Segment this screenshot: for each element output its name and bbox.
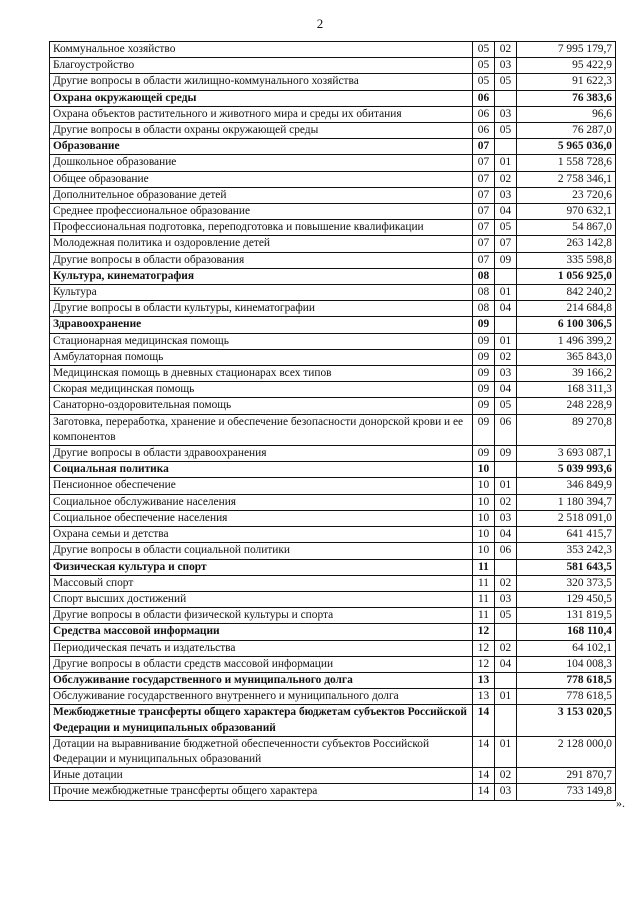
- row-name-cell: Культура: [50, 285, 473, 301]
- row-subsection-code-cell: [495, 139, 517, 155]
- row-name-cell: Другие вопросы в области физической культуры и спорта: [50, 608, 473, 624]
- row-name-cell: Профессиональная подготовка, переподготовка и повышение квалификации: [50, 220, 473, 236]
- row-section-code-cell: 12: [473, 640, 495, 656]
- row-name-cell: Обслуживание государственного внутреннего и муниципального долга: [50, 689, 473, 705]
- row-section-code-cell: 05: [473, 74, 495, 90]
- row-section-code-cell: 10: [473, 543, 495, 559]
- row-section-code-cell: 10: [473, 527, 495, 543]
- subsection-row: [50, 784, 616, 800]
- subsection-row: [50, 575, 616, 591]
- row-section-code-cell: 05: [473, 42, 495, 58]
- row-amount-cell: 3 693 087,1: [517, 446, 616, 462]
- subsection-row: [50, 42, 616, 58]
- row-subsection-code-cell: 02: [495, 768, 517, 784]
- subsection-row: [50, 106, 616, 122]
- row-name-cell: Стационарная медицинская помощь: [50, 333, 473, 349]
- row-amount-cell: 23 720,6: [517, 187, 616, 203]
- subsection-row: [50, 446, 616, 462]
- row-name-cell: Пенсионное обеспечение: [50, 478, 473, 494]
- row-amount-cell: 168 311,3: [517, 382, 616, 398]
- row-section-code-cell: 05: [473, 58, 495, 74]
- row-section-code-cell: 07: [473, 236, 495, 252]
- row-section-code-cell: 14: [473, 768, 495, 784]
- row-subsection-code-cell: 02: [495, 640, 517, 656]
- row-section-code-cell: 07: [473, 139, 495, 155]
- row-name-cell: Охрана объектов растительного и животного мира и среды их обитания: [50, 106, 473, 122]
- row-section-code-cell: 10: [473, 494, 495, 510]
- row-section-code-cell: 12: [473, 624, 495, 640]
- row-amount-cell: 248 228,9: [517, 398, 616, 414]
- row-amount-cell: 1 180 394,7: [517, 494, 616, 510]
- row-subsection-code-cell: 06: [495, 414, 517, 445]
- subsection-row: [50, 608, 616, 624]
- row-subsection-code-cell: 02: [495, 171, 517, 187]
- row-name-cell: Периодическая печать и издательства: [50, 640, 473, 656]
- row-section-code-cell: 08: [473, 285, 495, 301]
- subsection-row: [50, 123, 616, 139]
- subsection-row: [50, 204, 616, 220]
- row-name-cell: Другие вопросы в области средств массовой информации: [50, 656, 473, 672]
- section-row: [50, 672, 616, 688]
- row-subsection-code-cell: 05: [495, 123, 517, 139]
- row-name-cell: Дополнительное образование детей: [50, 187, 473, 203]
- row-amount-cell: 842 240,2: [517, 285, 616, 301]
- row-amount-cell: 1 056 925,0: [517, 268, 616, 284]
- row-subsection-code-cell: [495, 317, 517, 333]
- row-name-cell: Дошкольное образование: [50, 155, 473, 171]
- row-amount-cell: 346 849,9: [517, 478, 616, 494]
- row-amount-cell: 353 242,3: [517, 543, 616, 559]
- row-name-cell: Другие вопросы в области социальной политики: [50, 543, 473, 559]
- row-name-cell: Иные дотации: [50, 768, 473, 784]
- row-name-cell: Другие вопросы в области культуры, кинематографии: [50, 301, 473, 317]
- subsection-row: [50, 236, 616, 252]
- row-section-code-cell: 11: [473, 575, 495, 591]
- row-amount-cell: 733 149,8: [517, 784, 616, 800]
- row-section-code-cell: 13: [473, 672, 495, 688]
- row-amount-cell: 64 102,1: [517, 640, 616, 656]
- row-amount-cell: 320 373,5: [517, 575, 616, 591]
- row-section-code-cell: 12: [473, 656, 495, 672]
- row-amount-cell: 335 598,8: [517, 252, 616, 268]
- row-name-cell: Физическая культура и спорт: [50, 559, 473, 575]
- row-subsection-code-cell: 01: [495, 285, 517, 301]
- row-subsection-code-cell: 03: [495, 784, 517, 800]
- row-amount-cell: 89 270,8: [517, 414, 616, 445]
- row-amount-cell: 970 632,1: [517, 204, 616, 220]
- subsection-row: [50, 543, 616, 559]
- row-amount-cell: 581 643,5: [517, 559, 616, 575]
- row-name-cell: Амбулаторная помощь: [50, 349, 473, 365]
- row-section-code-cell: 09: [473, 446, 495, 462]
- row-name-cell: Социальное обслуживание населения: [50, 494, 473, 510]
- row-name-cell: Медицинская помощь в дневных стационарах всех типов: [50, 366, 473, 382]
- row-name-cell: Образование: [50, 139, 473, 155]
- row-subsection-code-cell: 03: [495, 591, 517, 607]
- row-subsection-code-cell: 04: [495, 204, 517, 220]
- row-amount-cell: 7 995 179,7: [517, 42, 616, 58]
- row-amount-cell: 263 142,8: [517, 236, 616, 252]
- row-name-cell: Другие вопросы в области образования: [50, 252, 473, 268]
- row-amount-cell: 131 819,5: [517, 608, 616, 624]
- subsection-row: [50, 252, 616, 268]
- budget-table-body: [50, 42, 616, 801]
- subsection-row: [50, 349, 616, 365]
- subsection-row: [50, 171, 616, 187]
- row-name-cell: Заготовка, переработка, хранение и обеспечение безопасности донорской крови и ее компонентов: [50, 414, 473, 445]
- row-section-code-cell: 09: [473, 414, 495, 445]
- row-amount-cell: 129 450,5: [517, 591, 616, 607]
- row-section-code-cell: 09: [473, 382, 495, 398]
- row-section-code-cell: 10: [473, 462, 495, 478]
- subsection-row: [50, 414, 616, 445]
- subsection-row: [50, 155, 616, 171]
- subsection-row: [50, 494, 616, 510]
- subsection-row: [50, 510, 616, 526]
- row-subsection-code-cell: [495, 462, 517, 478]
- row-section-code-cell: 07: [473, 155, 495, 171]
- subsection-row: [50, 591, 616, 607]
- row-name-cell: Здравоохранение: [50, 317, 473, 333]
- row-subsection-code-cell: 04: [495, 301, 517, 317]
- row-section-code-cell: 09: [473, 398, 495, 414]
- row-amount-cell: 778 618,5: [517, 689, 616, 705]
- subsection-row: [50, 689, 616, 705]
- row-section-code-cell: 10: [473, 478, 495, 494]
- row-section-code-cell: 07: [473, 187, 495, 203]
- row-subsection-code-cell: 03: [495, 366, 517, 382]
- row-amount-cell: 1 558 728,6: [517, 155, 616, 171]
- row-subsection-code-cell: [495, 624, 517, 640]
- row-amount-cell: 6 100 306,5: [517, 317, 616, 333]
- row-subsection-code-cell: 01: [495, 155, 517, 171]
- row-amount-cell: 778 618,5: [517, 672, 616, 688]
- row-amount-cell: 91 622,3: [517, 74, 616, 90]
- row-name-cell: Межбюджетные трансферты общего характера бюджетам субъектов Российской Федерации и муниципальных образований: [50, 705, 473, 736]
- row-amount-cell: 76 383,6: [517, 90, 616, 106]
- row-amount-cell: 95 422,9: [517, 58, 616, 74]
- section-row: [50, 705, 616, 736]
- row-name-cell: Культура, кинематография: [50, 268, 473, 284]
- row-name-cell: Социальное обеспечение населения: [50, 510, 473, 526]
- section-row: [50, 462, 616, 478]
- row-section-code-cell: 06: [473, 106, 495, 122]
- row-subsection-code-cell: 01: [495, 736, 517, 767]
- row-amount-cell: 5 965 036,0: [517, 139, 616, 155]
- subsection-row: [50, 187, 616, 203]
- row-section-code-cell: 06: [473, 123, 495, 139]
- row-name-cell: Коммунальное хозяйство: [50, 42, 473, 58]
- row-name-cell: Дотации на выравнивание бюджетной обеспеченности субъектов Российской Федерации и муниципальных образований: [50, 736, 473, 767]
- row-subsection-code-cell: 04: [495, 656, 517, 672]
- row-amount-cell: 214 684,8: [517, 301, 616, 317]
- row-section-code-cell: 09: [473, 317, 495, 333]
- row-section-code-cell: 14: [473, 705, 495, 736]
- subsection-row: [50, 640, 616, 656]
- row-section-code-cell: 11: [473, 608, 495, 624]
- row-subsection-code-cell: 09: [495, 446, 517, 462]
- row-section-code-cell: 09: [473, 349, 495, 365]
- row-subsection-code-cell: 03: [495, 510, 517, 526]
- budget-table: [49, 41, 616, 801]
- row-amount-cell: 5 039 993,6: [517, 462, 616, 478]
- row-subsection-code-cell: 02: [495, 349, 517, 365]
- row-subsection-code-cell: 01: [495, 478, 517, 494]
- subsection-row: [50, 285, 616, 301]
- row-name-cell: Социальная политика: [50, 462, 473, 478]
- row-amount-cell: 54 867,0: [517, 220, 616, 236]
- row-section-code-cell: 14: [473, 784, 495, 800]
- row-name-cell: Среднее профессиональное образование: [50, 204, 473, 220]
- row-subsection-code-cell: 05: [495, 608, 517, 624]
- row-amount-cell: 1 496 399,2: [517, 333, 616, 349]
- section-row: [50, 317, 616, 333]
- subsection-row: [50, 768, 616, 784]
- row-subsection-code-cell: 03: [495, 58, 517, 74]
- row-amount-cell: 39 166,2: [517, 366, 616, 382]
- row-name-cell: Охрана семьи и детства: [50, 527, 473, 543]
- row-section-code-cell: 07: [473, 252, 495, 268]
- row-amount-cell: 96,6: [517, 106, 616, 122]
- row-amount-cell: 3 153 020,5: [517, 705, 616, 736]
- section-row: [50, 624, 616, 640]
- row-name-cell: Скорая медицинская помощь: [50, 382, 473, 398]
- row-amount-cell: 76 287,0: [517, 123, 616, 139]
- subsection-row: [50, 382, 616, 398]
- row-subsection-code-cell: 07: [495, 236, 517, 252]
- row-name-cell: Другие вопросы в области охраны окружающей среды: [50, 123, 473, 139]
- section-row: [50, 559, 616, 575]
- row-subsection-code-cell: 05: [495, 74, 517, 90]
- row-section-code-cell: 14: [473, 736, 495, 767]
- row-subsection-code-cell: 02: [495, 494, 517, 510]
- row-section-code-cell: 13: [473, 689, 495, 705]
- subsection-row: [50, 333, 616, 349]
- row-name-cell: Прочие межбюджетные трансферты общего характера: [50, 784, 473, 800]
- row-subsection-code-cell: [495, 705, 517, 736]
- row-name-cell: Другие вопросы в области жилищно-коммунального хозяйства: [50, 74, 473, 90]
- row-section-code-cell: 11: [473, 559, 495, 575]
- row-section-code-cell: 10: [473, 510, 495, 526]
- row-amount-cell: 2 758 346,1: [517, 171, 616, 187]
- row-amount-cell: 168 110,4: [517, 624, 616, 640]
- row-name-cell: Обслуживание государственного и муниципального долга: [50, 672, 473, 688]
- subsection-row: [50, 74, 616, 90]
- row-subsection-code-cell: 03: [495, 106, 517, 122]
- section-row: [50, 90, 616, 106]
- row-amount-cell: 291 870,7: [517, 768, 616, 784]
- row-name-cell: Благоустройство: [50, 58, 473, 74]
- row-subsection-code-cell: 05: [495, 398, 517, 414]
- row-name-cell: Средства массовой информации: [50, 624, 473, 640]
- row-name-cell: Другие вопросы в области здравоохранения: [50, 446, 473, 462]
- row-subsection-code-cell: [495, 559, 517, 575]
- row-subsection-code-cell: 03: [495, 187, 517, 203]
- row-subsection-code-cell: 06: [495, 543, 517, 559]
- row-name-cell: Санаторно-оздоровительная помощь: [50, 398, 473, 414]
- row-section-code-cell: 09: [473, 333, 495, 349]
- subsection-row: [50, 478, 616, 494]
- row-subsection-code-cell: [495, 90, 517, 106]
- row-section-code-cell: 06: [473, 90, 495, 106]
- row-name-cell: Общее образование: [50, 171, 473, 187]
- subsection-row: [50, 398, 616, 414]
- subsection-row: [50, 527, 616, 543]
- row-subsection-code-cell: 05: [495, 220, 517, 236]
- row-subsection-code-cell: 01: [495, 333, 517, 349]
- row-amount-cell: 641 415,7: [517, 527, 616, 543]
- section-row: [50, 139, 616, 155]
- row-subsection-code-cell: 04: [495, 527, 517, 543]
- row-name-cell: Молодежная политика и оздоровление детей: [50, 236, 473, 252]
- row-subsection-code-cell: [495, 268, 517, 284]
- subsection-row: [50, 301, 616, 317]
- row-section-code-cell: 08: [473, 301, 495, 317]
- page-number: 2: [316, 16, 324, 31]
- row-name-cell: Охрана окружающей среды: [50, 90, 473, 106]
- subsection-row: [50, 366, 616, 382]
- subsection-row: [50, 220, 616, 236]
- row-section-code-cell: 07: [473, 220, 495, 236]
- row-subsection-code-cell: 04: [495, 382, 517, 398]
- row-section-code-cell: 07: [473, 171, 495, 187]
- row-amount-cell: 365 843,0: [517, 349, 616, 365]
- row-amount-cell: 2 128 000,0: [517, 736, 616, 767]
- row-section-code-cell: 11: [473, 591, 495, 607]
- subsection-row: [50, 656, 616, 672]
- section-row: [50, 268, 616, 284]
- row-subsection-code-cell: 09: [495, 252, 517, 268]
- row-amount-cell: 2 518 091,0: [517, 510, 616, 526]
- row-subsection-code-cell: 02: [495, 575, 517, 591]
- row-section-code-cell: 09: [473, 366, 495, 382]
- row-subsection-code-cell: [495, 672, 517, 688]
- row-section-code-cell: 07: [473, 204, 495, 220]
- closing-quote-mark: ».: [616, 796, 625, 810]
- row-subsection-code-cell: 01: [495, 689, 517, 705]
- row-name-cell: Спорт высших достижений: [50, 591, 473, 607]
- subsection-row: [50, 736, 616, 767]
- row-name-cell: Массовый спорт: [50, 575, 473, 591]
- row-section-code-cell: 08: [473, 268, 495, 284]
- row-subsection-code-cell: 02: [495, 42, 517, 58]
- subsection-row: [50, 58, 616, 74]
- row-amount-cell: 104 008,3: [517, 656, 616, 672]
